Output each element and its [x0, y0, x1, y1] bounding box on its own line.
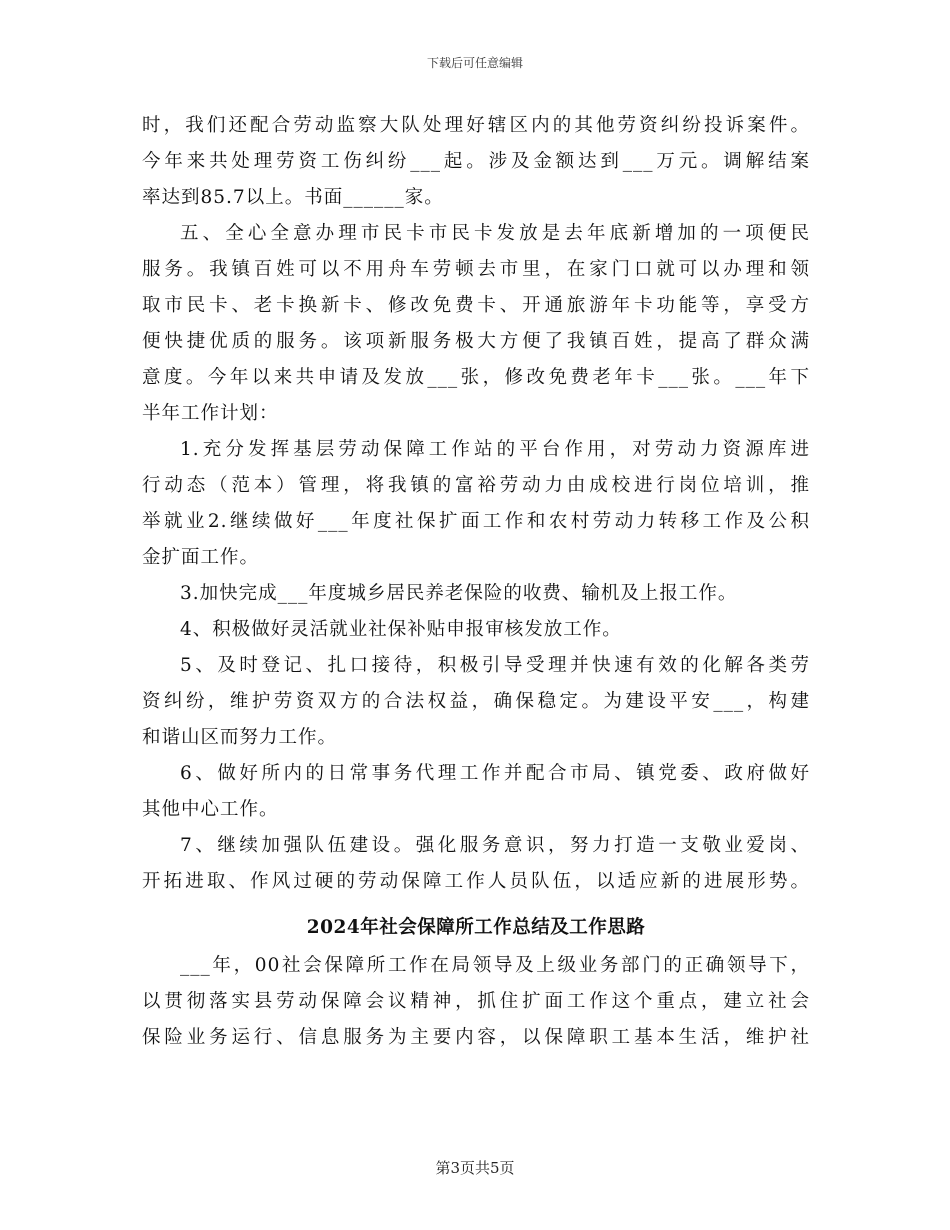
- text-line: 5、及时登记、扎口接待，积极引导受理并快速有效的化解各类劳: [180, 655, 810, 676]
- text-line: 6、做好所内的日常事务代理工作并配合市局、镇党委、政府做好: [180, 763, 810, 784]
- page-number: 第3页共5页: [435, 1159, 515, 1177]
- text-line: 今年来共处理劳资工伤纠纷___起。涉及金额达到___万元。调解结案: [142, 151, 810, 172]
- text-line: 便快捷优质的服务。该项新服务极大方便了我镇百姓，提高了群众满: [142, 331, 810, 352]
- text-line: 时，我们还配合劳动监察大队处理好辖区内的其他劳资纠纷投诉案件。: [142, 115, 810, 136]
- page-header: 下载后可任意编辑: [426, 56, 523, 70]
- text-line: 1.充分发挥基层劳动保障工作站的平台作用，对劳动力资源库进: [180, 439, 810, 460]
- text-line: 保险业务运行、信息服务为主要内容，以保障职工基本生活，维护社: [142, 1027, 810, 1048]
- text-line: 取市民卡、老卡换新卡、修改免费卡、开通旅游年卡功能等，享受方: [142, 295, 810, 316]
- text-line: 行动态（范本）管理，将我镇的富裕劳动力由成校进行岗位培训，推: [142, 475, 810, 496]
- text-line: 服务。我镇百姓可以不用舟车劳顿去市里，在家门口就可以办理和领: [142, 259, 810, 280]
- text-line: 举就业2.继续做好___年度社保扩面工作和农村劳动力转移工作及公积: [142, 511, 810, 532]
- document-body: [142, 108, 810, 1056]
- text-line: 7、继续加强队伍建设。强化服务意识，努力打造一支敬业爱岗、: [180, 835, 810, 856]
- text-line: 和谐山区而努力工作。: [142, 727, 338, 748]
- section-title: 2024年社会保障所工作总结及工作思路: [306, 917, 646, 938]
- text-line: 半年工作计划：: [142, 403, 279, 424]
- text-line: 3.加快完成___年度城乡居民养老保险的收费、输机及上报工作。: [180, 583, 738, 604]
- text-line: 资纠纷，维护劳资双方的合法权益，确保稳定。为建设平安___，构建: [142, 691, 810, 712]
- text-line: 开拓进取、作风过硬的劳动保障工作人员队伍，以适应新的进展形势。: [142, 871, 810, 892]
- text-line: 率达到85.7以上。书面______家。: [142, 187, 444, 208]
- text-line: 4、积极做好灵活就业社保补贴申报审核发放工作。: [180, 619, 622, 640]
- text-line: 以贯彻落实县劳动保障会议精神，抓住扩面工作这个重点，建立社会: [142, 991, 810, 1012]
- text-line: ___年，00社会保障所工作在局领导及上级业务部门的正确领导下，: [180, 955, 810, 976]
- text-line: 其他中心工作。: [142, 799, 279, 820]
- text-line: 意度。今年以来共申请及发放___张，修改免费老年卡___张。___年下: [142, 367, 810, 388]
- text-line: 金扩面工作。: [142, 547, 260, 568]
- text-line: 五、全心全意办理市民卡市民卡发放是去年底新增加的一项便民: [180, 223, 810, 244]
